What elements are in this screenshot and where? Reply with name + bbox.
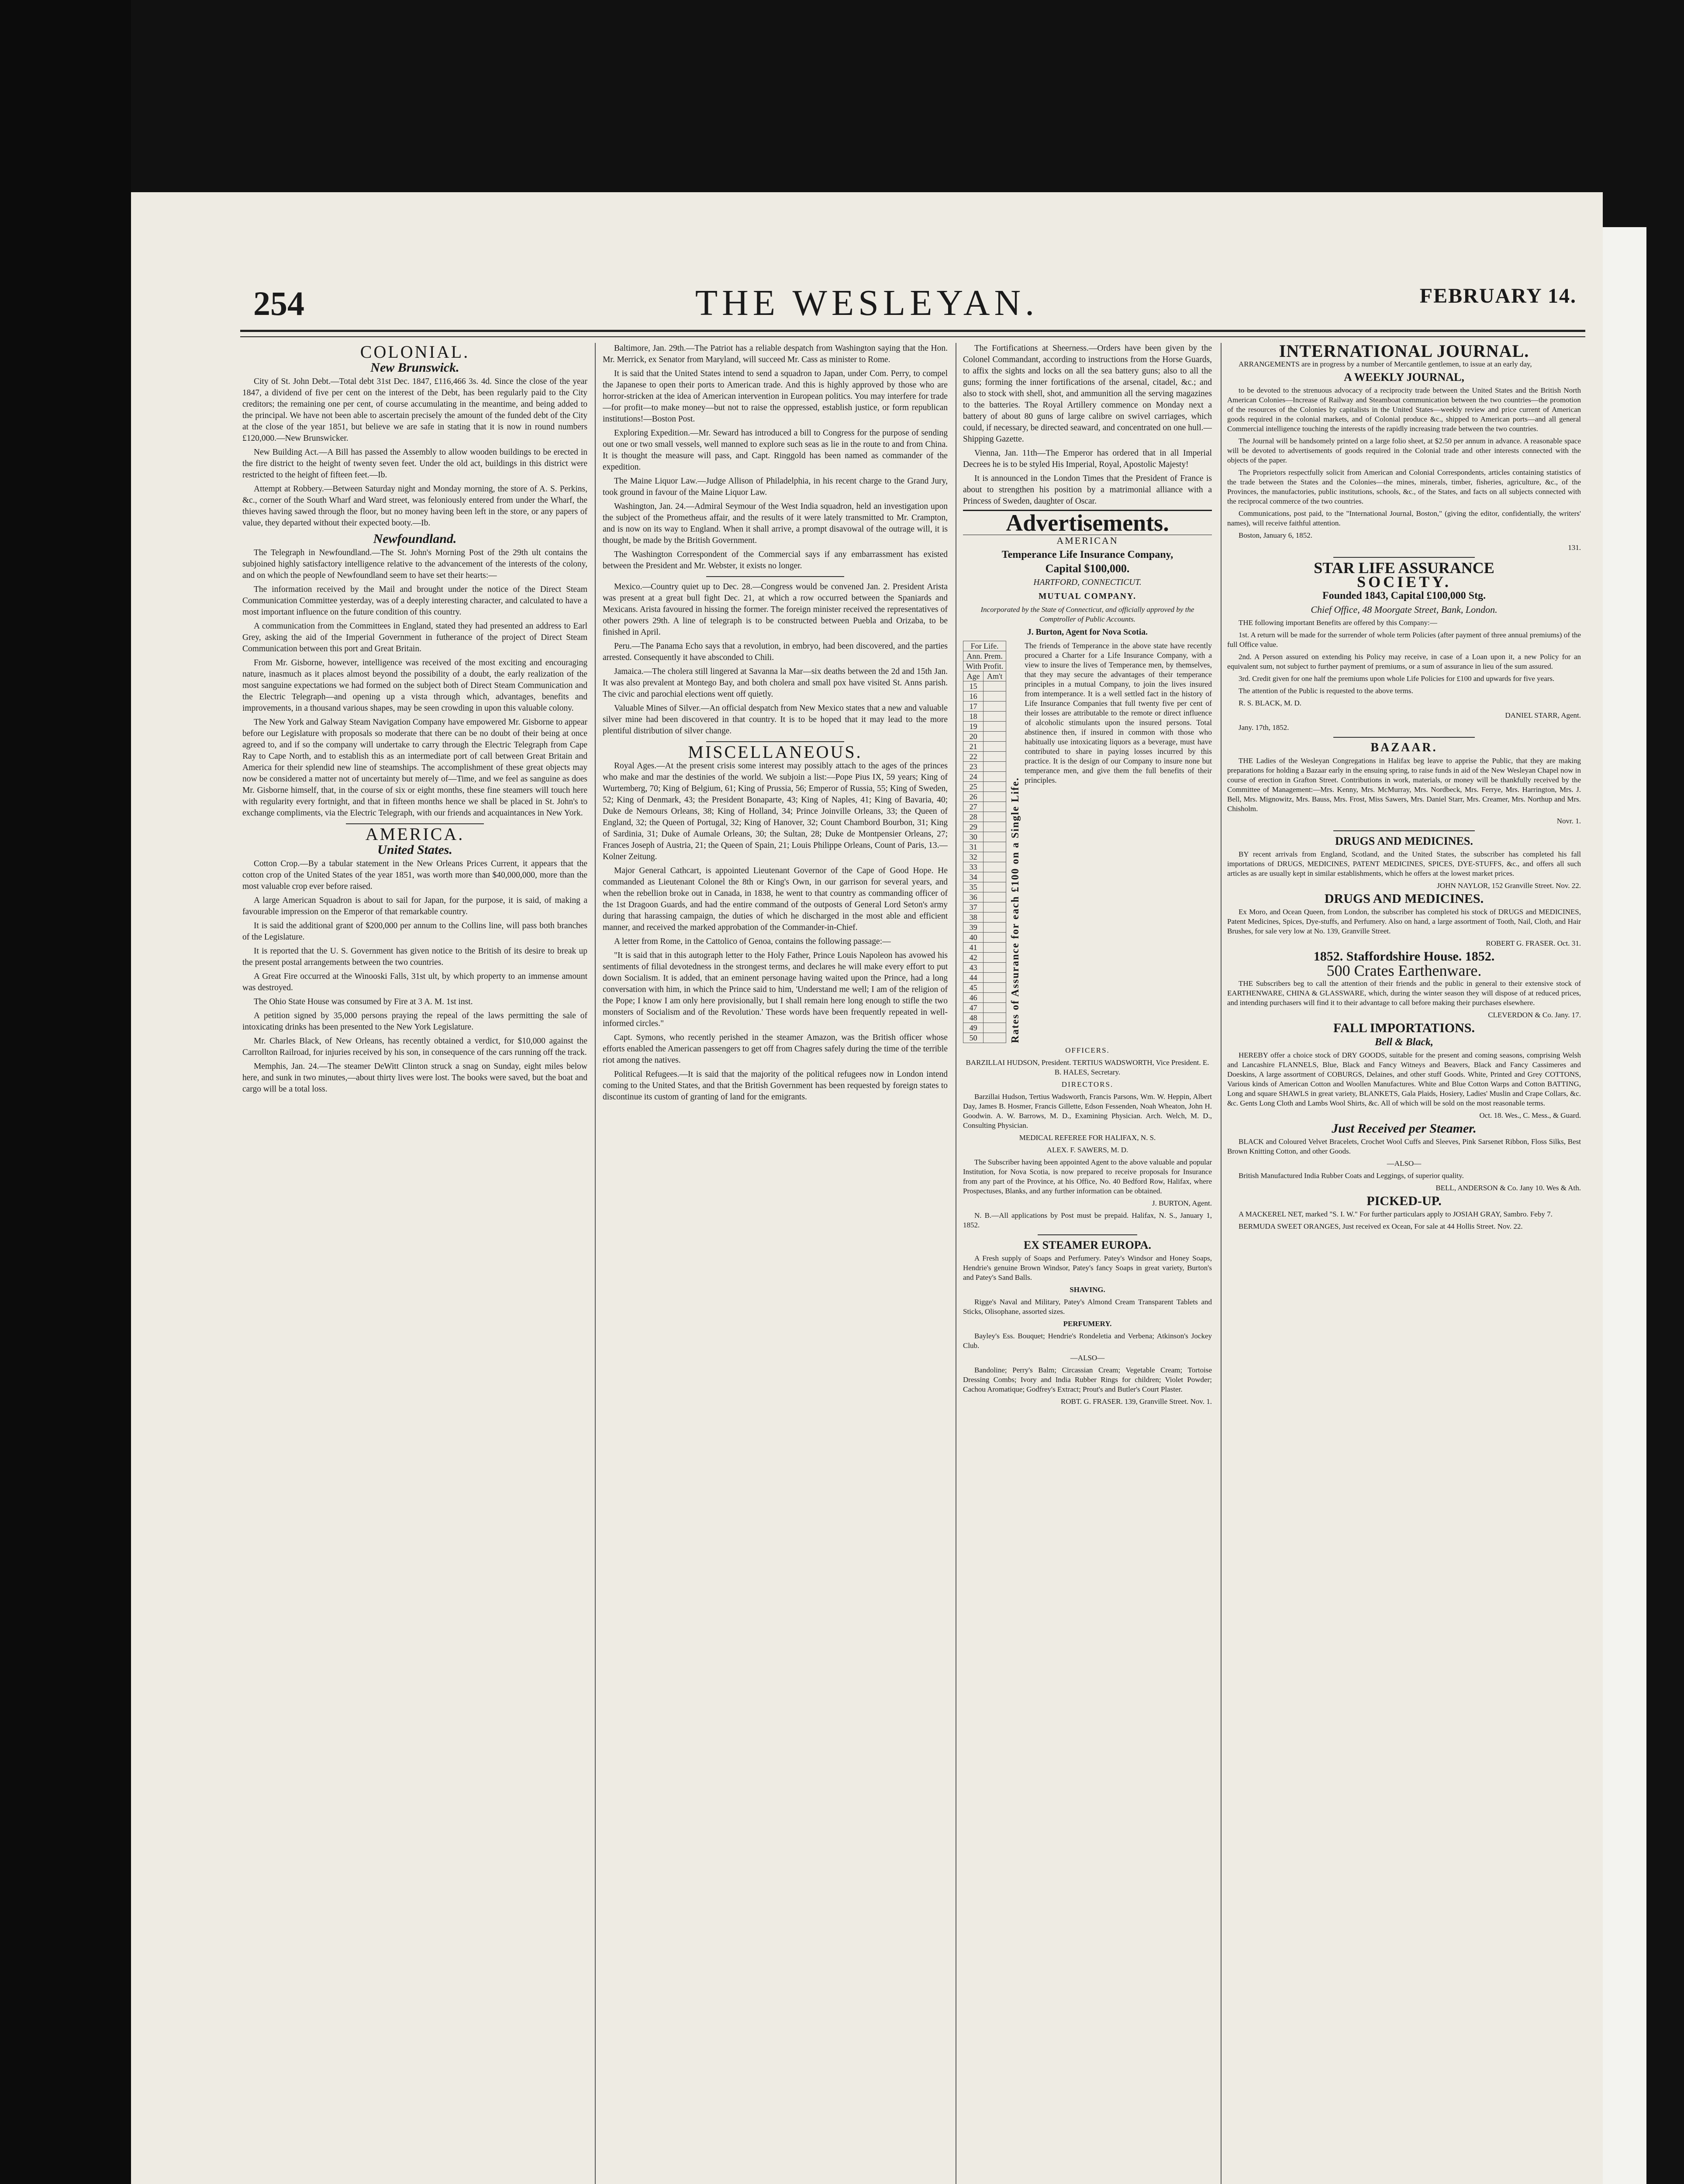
rates-age-cell: 28 [963,812,983,822]
perfumery-heading: PERFUMERY. [1063,1320,1112,1328]
directors-list: Barzillai Hudson, Tertius Wadsworth, Francis Parsons, Wm. W. Heppin, Albert Day, James B. Hosmer, Francis Gillette, Edson Fessenden, Noah Wheaton, John H. Goodwin. A. W. Barrows, M. D., Examining Physician. Arch. Welch, M. D., Consulting Physician. [963,1092,1212,1130]
rates-row [963,842,1006,852]
star-text: The attention of the Public is requested to the above terms. [1239,687,1413,695]
newspaper-page [131,192,1603,2184]
rates-age-cell: 15 [963,681,983,691]
star-founded: Founded 1843, Capital £100,000 Stg. [1322,590,1486,601]
bazaar-text: THE Ladies of the Wesleyan Congregations in Halifax beg leave to apprise the Public, that they are making preparations for holding a Bazaar early in the ensuing spring, to raise funds in aid of the New Wesleyan Chapel now in course of erection in Grafton Street. Contributions in work, materials, or money will be thankfully received by the Committee of Management:—Mrs. Kenny, Mrs. McMurray, Mrs. Nordbeck, Mrs. Ferrye, Mrs. Harrington, Mrs. J. Bell, Mrs. Mignowitz, Mrs. Bauss, Mrs. Frost, Miss Sawers, Mrs. Daniel Starr, Mrs. Creamer, Mrs. Northup and Mrs. Chisholm. [1227,757,1581,813]
medical-referee-heading: MEDICAL REFEREE FOR HALIFAX, N. S. [1019,1133,1156,1142]
rates-age-cell: 37 [963,902,983,912]
rates-age-cell: 18 [963,712,983,722]
column-2 [603,343,948,2184]
insurance-agent: J. Burton, Agent for Nova Scotia. [1027,628,1148,637]
rates-age-cell: 29 [963,822,983,832]
rates-header: With Profit. [963,661,1006,671]
article-paragraph: Major General Cathcart, is appointed Lieutenant Governor of the Cape of Good Hope. He commanded as Lieutenant Colonel the 8th or King's Own, in our garrison for several years, and when the rebellion broke out in Canada, in 1838, he went to that country as commanding officer of the 1st Dragoon Guards, and had the entire command of the outposts of General Lord Seton's army during that harassing campaign, the duties of which he discharged in the most able and efficient manner, and received the marked approbation of the Commander-in-Chief. [603,866,948,932]
rates-age-cell: 17 [963,702,983,712]
section-heading-miscellaneous: MISCELLANEOUS. [688,742,863,762]
insurance-type: MUTUAL COMPANY. [1039,592,1136,601]
rates-row [963,852,1006,862]
rates-row [963,1033,1006,1043]
section-heading-colonial: COLONIAL. [360,343,470,362]
rates-row [963,832,1006,842]
rates-row [963,752,1006,762]
article-paragraph: Memphis, Jan. 24.—The steamer DeWitt Clinton struck a snag on Sunday, eight miles below here, and sunk in two minutes,—about thirty lives were lost. The books were saved, but the boat and cargo will be a total loss. [242,1062,587,1094]
rates-amount-cell [983,712,1006,722]
scan-margin-left [0,0,131,2184]
advertisements-heading: Advertisements. [1006,510,1169,536]
just-received-heading: Just Received per Steamer. [1332,1121,1477,1136]
insurance-incorporation: Incorporated by the State of Connecticut, and officially approved by the Comptroller of Public Accounts. [980,605,1194,623]
rates-row [963,1003,1006,1013]
rates-age-cell: 20 [963,732,983,742]
rates-age-cell: 50 [963,1033,983,1043]
rates-age-cell: 46 [963,993,983,1003]
section-heading-america: AMERICA. [365,824,465,844]
fall-importations-heading: FALL IMPORTATIONS. [1333,1021,1475,1035]
article-paragraph: Mr. Charles Black, of New Orleans, has recently obtained a verdict, for $10,000 against the Carrollton Railroad, for injuries received by his son, in consequence of the cars running off the track. [242,1037,587,1057]
rates-amount-cell [983,1023,1006,1033]
rates-age-cell: 35 [963,882,983,892]
drugs-heading: DRUGS AND MEDICINES. [1335,835,1473,847]
article-paragraph: Valuable Mines of Silver.—An official despatch from New Mexico states that a new and valuable silver mine had been discovered in that country. It is to be hoped that it may lead to the more plentiful distribution of silver change. [603,704,948,736]
header-rule [240,330,1585,337]
rates-age-cell: 36 [963,892,983,902]
insurance-line: AMERICAN [1056,535,1118,546]
rates-age-cell: 32 [963,852,983,862]
crates-text: THE Subscribers beg to call the attention of their friends and the public in general to their extensive stock of EARTHENWARE, CHINA & GLASSWARE, which, during the winter season they will dispose of at reduced prices, and intending purchasers will find it to their advantage to call before making their purchases elsewhere. [1227,979,1581,1007]
agent-note: N. B.—All applications by Post must be prepaid. Halifax, N. S., January 1, 1852. [963,1211,1212,1229]
rates-age-cell: 39 [963,923,983,933]
article-paragraph: Baltimore, Jan. 29th.—The Patriot has a reliable despatch from Washington saying that the Hon. Mr. Merrick, ex Senator from Maryland, will succeed Mr. Cass as minister to Rome. [603,344,948,364]
rates-amount-cell [983,832,1006,842]
rates-age-cell: 43 [963,963,983,973]
article-paragraph: Capt. Symons, who recently perished in the steamer Amazon, was the British officer whose efforts enabled the American passengers to get off from Chagres safely during the time of the terrible riot among the natives. [603,1033,948,1065]
rates-amount-cell [983,732,1006,742]
ex-steamer-text: A Fresh supply of Soaps and Perfumery. Patey's Windsor and Honey Soaps, Hendrie's genuine Brown Windsor, Patey's fancy Soaps in great variety, Burton's and Patey's Sand Balls. [963,1254,1212,1282]
rates-header: For Life. [963,641,1006,651]
perfumery-text: Bayley's Ess. Bouquet; Hendrie's Rondeletia and Verbena; Atkinson's Jockey Club. [963,1332,1212,1350]
rates-amount-cell [983,802,1006,812]
article-paragraph: Royal Ages.—At the present crisis some interest may possibly attach to the ages of the princes who make and mar the destinies of the world. We subjoin a list:—Pope Pius IX, 59 years; King of Wurtemberg, 70; King of Belgium, 61; King of Prussia, 56; Emperor of Russia, 55; King of Sweden, 52; King of Denmark, 43; the President Bonaparte, 43; King of Naples, 41; King of Bavaria, 40; Duke de Nemours Orleans, 38; King of Holland, 34; Prince Joinville Orleans, 33; the Queen of England, 32; the Queen of Portugal, 32; King of Hanover, 32; Count Chambord Bourbon, 31; King of Sardinia, 31; Duke of Aumale Orleans, 30; the Sultan, 28; Duke de Montpensier Orleans, 27; Frances Joseph of Austria, 21; the Queen of Spain, 21; Louis Philippe Orleans, Count of Paris, 13.—Kolner Zeitung. [603,761,948,861]
rates-block [963,641,1212,1043]
rates-row [963,953,1006,963]
masthead-title: THE WESLEYAN. [695,283,1039,323]
article-paragraph: Mexico.—Country quiet up to Dec. 28.—Congress would be convened Jan. 2. President Arista was present at a great bull fight Dec. 21, at which a row occurred between the Spaniards and Mexicans. Arista favoured in hissing the former. The foreign minister received the representatives of other powers 29th. A line of telegraph is to be constructed between Puebla and Orizaba, to be finished in April. [603,582,948,637]
rates-amount-cell [983,943,1006,953]
rates-row [963,862,1006,872]
rates-header: Age [963,671,983,681]
rates-age-cell: 22 [963,752,983,762]
article-paragraph: A communication from the Committees in England, stated they had presented an address to Earl Grey, asking the aid of the Imperial Government in futherance of the project of Direct Steam Communication between this port and Great Britain. [242,622,587,653]
star-text: 3rd. Credit given for one half the premiums upon whole Life Policies for £100 and upwards for five years. [1239,674,1555,683]
rates-row [963,872,1006,882]
column-4 [1227,343,1581,2184]
insurance-description: The friends of Temperance in the above state have recently procured a Charter for a Life Insurance Company, with a view to insure the lives of Temperance men, by themselves, that they may secure the advantages of their temperance principles in a mutual Company, to join the lives insured from intemperance. It is a well settled fact in the history of Life Insurance Companies that full twenty five per cent of their losses are attributable to the remote or direct influence of alcoholic stimulants upon the insured persons. Total abstinence then, if insured in common with those who habitually use intoxicating liquors as a beverage, must have contributed to share in paying losses incurred by this practice. It is the design of our Company to insure none but temperance men, and give them the full benefits of their principles. [1025,641,1212,784]
article-paragraph: The Telegraph in Newfoundland.—The St. John's Morning Post of the 29th ult contains the subjoined highly satisfactory intelligence relative to the advancement of the interests of the colony, and on which the people of Newfoundland seem to have set their hearts:— [242,548,587,580]
officers-list: BARZILLAI HUDSON, President. TERTIUS WADSWORTH, Vice President. E. B. HALES, Secretary. [966,1058,1209,1076]
insurance-location: HARTFORD, CONNECTICUT. [1033,578,1142,587]
article-paragraph: Peru.—The Panama Echo says that a revolution, in embryo, had been discovered, and the parties arrested. Consequently it have absconded to Chili. [603,642,948,662]
crates-heading: 500 Crates Earthenware. [1326,962,1482,979]
article-paragraph: The Maine Liquor Law.—Judge Allison of Philadelphia, in his recent charge to the Grand Jury, took ground in favour of the Maine Liquor Law. [603,477,948,497]
rates-amount-cell [983,742,1006,752]
rates-row [963,802,1006,812]
article-paragraph: The Ohio State House was consumed by Fire at 3 A. M. 1st inst. [254,997,473,1006]
rates-row [963,963,1006,973]
rates-amount-cell [983,862,1006,872]
rates-row [963,892,1006,902]
rates-amount-cell [983,822,1006,832]
article-paragraph: From Mr. Gisborne, however, intelligence was received of the most exciting and encouraging nature, inasmuch as it places almost beyond the possibility of a doubt, the early realization of the most sanguine expectations we had formed on the subject both of Direct Steam Communication and the Electric Telegraph—and opening up a vista through which, advantages, benefits and improvements, in a thousand various shapes, may be seen crowding in upon this valuable colony. [242,658,587,713]
star-chief-office: Chief Office, 48 Moorgate Street, Bank, London. [1311,604,1498,615]
rates-row [963,732,1006,742]
rates-amount-cell [983,993,1006,1003]
issue-date: FEBRUARY 14. [1419,284,1577,308]
article-paragraph: City of St. John Debt.—Total debt 31st Dec. 1847, £116,466 3s. 4d. Since the close of the year 1847, a dividend of five per cent on the interest of the Debt, has been regularly paid to the City creditors; the remaining one per cent, of course accumulating in the meantime, and being added to the principal. We have not been able to ascertain precisely the amount of the funded debt of the City at the close of the year 1851, but believe we are safe in stating that it is now in round numbers £120,000.—New Brunswicker. [242,377,587,443]
intl-journal-text: The Journal will be handsomely printed on a large folio sheet, at $2.50 per annum in advance. A reasonable space will be devoted to advertisements of goods required in the Colonial trade and other interests connected with the objects of the paper. [1227,437,1581,464]
rates-row [963,792,1006,802]
article-paragraph: New Building Act.—A Bill has passed the Assembly to allow wooden buildings to be erected in the fire district to the height of twenty seven feet. Under the old act, buildings in this district were restricted to the height of fifteen feet.—Ib. [242,448,587,480]
rates-amount-cell [983,762,1006,772]
star-agent: R. S. BLACK, M. D. [1239,699,1302,707]
rates-amount-cell [983,722,1006,732]
bermuda-oranges-text: BERMUDA SWEET ORANGES, Just received ex Ocean, For sale at 44 Hollis Street. Nov. 22. [1239,1222,1523,1230]
article-paragraph: Jamaica.—The cholera still lingered at Savanna la Mar—six deaths between the 2d and 15th Jan. It was also prevalent at Montego Bay, and both cholera and small pox have visited St. Anns parish. The civic and parochial elections went off quietly. [603,667,948,699]
rates-amount-cell [983,1033,1006,1043]
rates-age-cell: 27 [963,802,983,812]
staffordshire-heading: 1852. Staffordshire House. 1852. [1313,949,1495,964]
insurance-company-name: Temperance Life Insurance Company, [1001,549,1173,560]
column-rule [595,343,596,2184]
weekly-journal-heading: A WEEKLY JOURNAL, [1344,371,1464,384]
rates-age-cell: 16 [963,691,983,702]
fall-text: HEREBY offer a choice stock of DRY GOODS, suitable for the present and coming seasons, comprising Welsh and Lancashire FLANNELS, Blue, Black and Fancy Witneys and Beavers, Black and Fancy Cassimeres and Doeskins, A large assortment of COBURGS, Delaines, and other stuff Goods. White, Printed and Grey COTTONS, Various kinds of American Cotton and Woollen Manufactures. White and Blue Cotton Warps and Cotton BATTING, Long and square SHAWLS in great variety, BLANKETS, Gala Plaids, Hosiery, Ladies' Muslin and Crape Collars, &c. &c. Gents Long Cloth and Lambs Wool Shirts, &c. All of which will be sold on the most reasonable terms. [1227,1051,1581,1107]
rates-age-cell: 21 [963,742,983,752]
rates-amount-cell [983,882,1006,892]
divider [1038,1234,1137,1235]
article-paragraph: The information received by the Mail and brought under the notice of the Direct Steam Communication Committee yesterday, was of a deeply interesting character, and calculated to have a most important influence on the future condition of this country. [242,585,587,617]
rates-row [963,882,1006,892]
column-1 [242,343,587,2184]
drugs-signature: JOHN NAYLOR, 152 Granville Street. Nov. 22. [1437,881,1581,890]
column-3 [963,343,1212,2184]
also-text: Bandoline; Perry's Balm; Circassian Cream; Vegetable Cream; Tortoise Dressing Combs; Ivory and India Rubber Rings for children; Violet Powder; Cachou Aromatique; Godfrey's Extract; Prout's and Butler's Court Plaster. [963,1366,1212,1393]
agent-signature: J. BURTON, Agent. [1152,1199,1212,1207]
rates-row [963,722,1006,732]
rates-row [963,1013,1006,1023]
bazaar-date: Novr. 1. [1556,817,1581,825]
just-received-text: BLACK and Coloured Velvet Bracelets, Crochet Wool Cuffs and Sleeves, Pink Sarsenet Ribbon, Floss Silks, Best Brown Knitting Cotton, and other Goods. [1227,1137,1581,1155]
rates-amount-cell [983,902,1006,912]
rates-age-cell: 23 [963,762,983,772]
subheading-newfoundland: Newfoundland. [373,532,457,546]
rates-amount-cell [983,953,1006,963]
rates-row [963,691,1006,702]
article-paragraph: Cotton Crop.—By a tabular statement in the New Orleans Prices Current, it appears that the cotton crop of the United States of the year 1851, was worth more than $40,000,000, more than the most valuable crop ever before raised. [242,859,587,891]
article-paragraph: Political Refugees.—It is said that the majority of the political refugees now in London intend coming to the United States, and that the British Government has been requested by foreign states to discontinue its custom of granting of land for the emigrants. [603,1070,948,1102]
directors-heading: DIRECTORS. [1061,1080,1114,1089]
subheading-new-brunswick: New Brunswick. [370,360,459,375]
intl-journal-text: Communications, post paid, to the "International Journal, Boston," (giving the editor, confidentially, the writers' names), will receive faithful attention. [1227,509,1581,527]
rates-amount-cell [983,772,1006,782]
drugs-heading-2: DRUGS AND MEDICINES. [1324,892,1484,906]
rates-row [963,912,1006,923]
article-paragraph: A Great Fire occurred at the Winooski Falls, 31st ult, by which property to an immense amount was destroyed. [242,972,587,992]
subheading-united-states: United States. [377,843,452,857]
star-date: Jany. 17th, 1852. [1239,723,1289,732]
picked-up-heading: PICKED-UP. [1367,1194,1442,1208]
intl-journal-text: The Proprietors respectfully solicit from American and Colonial Correspondents, articles containing statistics of the trade between the States and the Colonies—the mines, minerals, timber, fisheries, agriculture, &c., of the Provinces, the manufactories, public institutions, schools, &c., of the States, and facts on all subjects connected with the reciprocal commerce of the two countries. [1227,468,1581,505]
article-paragraph: The Washington Correspondent of the Commercial says if any embarrassment has existed between the President and Mr. Webster, it exists no longer. [603,550,948,570]
article-paragraph: A large American Squadron is about to sail for Japan, for the purpose, it is said, of making a favourable impression on the Emperor of that remarkable country. [242,896,587,916]
intl-journal-intro: ARRANGEMENTS are in progress by a number of Mercantile gentlemen, to issue at an early day, [1239,360,1532,368]
rates-row [963,993,1006,1003]
rates-age-cell: 33 [963,862,983,872]
article-paragraph: A letter from Rome, in the Cattolico of Genoa, contains the following passage:— [614,937,891,946]
rates-row [963,902,1006,912]
shaving-text: Rigge's Naval and Military, Patey's Almond Cream Transparent Tablets and Sticks, Olisophane, assorted sizes. [963,1298,1212,1316]
rates-age-cell: 19 [963,722,983,732]
rates-row [963,772,1006,782]
column-rule [1221,343,1222,2184]
rates-amount-cell [983,752,1006,762]
star-life-heading: STAR LIFE ASSURANCE [1314,559,1494,577]
rates-amount-cell [983,842,1006,852]
rates-row [963,943,1006,953]
drugs-signature-2: ROBERT G. FRASER. Oct. 31. [1486,939,1581,947]
rates-row [963,782,1006,792]
picked-up-text: A MACKEREL NET, marked "S. I. W." For further particulars apply to JOSIAH GRAY, Sambro. Feby 7. [1239,1210,1553,1218]
rates-age-cell: 30 [963,832,983,842]
article-paragraph: "It is said that in this autograph letter to the Holy Father, Prince Louis Napoleon has avowed his sentiments of filial devotedness in the strongest terms, and declares he will make every effort to put down Socialism. It is added, that an eminent personage having waited upon the Prince, had a long conversation with him, in which the Prince said to him, 'Understand me well; I am of the religion of the Pope; I know I am only here provisionally, but I shall remain here long enough to stifle the two monsters of Socialism and of the Revolution.' These words have been frequently repeated in well-informed circles." [603,951,948,1028]
rates-age-cell: 24 [963,772,983,782]
divider [1333,737,1475,738]
divider [706,576,844,577]
article-paragraph: The Fortifications at Sheerness.—Orders have been given by the Colonel Commandant, according to instructions from the Horse Guards, to affix the sights and locks on all the sea battery guns; also to all the guns; forming the inner fortifications of the arsenal, citadel, &c.; and also to stock with shell, shot, and ammunition all the serving magazines to the batteries. The Royal Artillery commence on Monday next a battery of about 80 guns of large calibre on swivel carriages, which could, if necessary, be directed seaward, and concentrated on one hull.—Shipping Gazette. [963,344,1212,444]
advertisements-banner [963,510,1212,535]
rates-amount-cell [983,983,1006,993]
intl-journal-text: to be devoted to the strenuous advocacy of a reciprocity trade between the United States and the British North American Colonies—Increase of Railway and Steamboat communication between the two countries—the promotion of the resources of the Colonies by capitalists in the United States—weekly review and price current of American goods required in the colonial markets, and of Colonial produce &c., shipped to American ports—and all general Commercial intelligence touching the interests of the rapidly increasing trade between the two countries. [1227,386,1581,433]
divider [1333,557,1475,558]
star-society-heading: SOCIETY. [1357,573,1451,591]
drugs-text: BY recent arrivals from England, Scotland, and the United States, the subscriber has completed his fall importations of DRUGS, MEDICINES, PATENT MEDICINES, SPICES, DYE-STUFFS, &c., and offers all such articles as are usually kept in similar establishments, which he offers at the lowest market prices. [1227,850,1581,878]
rates-amount-cell [983,963,1006,973]
rates-amount-cell [983,933,1006,943]
drugs-text-2: Ex Moro, and Ocean Queen, from London, the subscriber has completed his stock of DRUGS and MEDICINES, Patent Medicines, Spices, Dye-stuffs, and Perfumery. Also on hand, a large assortment of Tooth, Nail, Cloth, and Hair Brushes, for sale very low at No. 139, Granville Street. [1227,908,1581,935]
rates-row [963,933,1006,943]
rates-amount-cell [983,912,1006,923]
rates-row [963,681,1006,691]
star-agent-2: DANIEL STARR, Agent. [1505,711,1581,719]
article-paragraph: Washington, Jan. 24.—Admiral Seymour of the West India squadron, held an investigation upon the subject of the Prometheus affair, and the results of it were lately transmitted to Mr. Crampton, and is now on its way to England. When it shall arrive, a prompt disavowal of the outrage will, it is thought, be made by the British Government. [603,502,948,545]
intl-journal-number: 131. [1568,543,1581,552]
rates-amount-cell [983,782,1006,792]
article-paragraph: Attempt at Robbery.—Between Saturday night and Monday morning, the store of A. S. Perkins, &c., corner of the South Wharf and Ward street, was feloniously entered from under the Wharf, the thieves having sawed through the floor, but no money having been left in the store, or any papers of value, they departed without their expected booty.—Ib. [242,484,587,528]
rates-age-cell: 45 [963,983,983,993]
rates-amount-cell [983,691,1006,702]
ex-steamer-heading: EX STEAMER EUROPA. [1023,1239,1152,1251]
crates-signature: CLEVERDON & Co. Jany. 17. [1488,1011,1581,1019]
article-paragraph: It is said that the United States intend to send a squadron to Japan, under Com. Perry, to compel the Japanese to open their ports to American trade. And this is highly approved by those who are horror-stricken at the idea of American intervention in European politics. You may interfere for trade—for profit—to make money—but not to raise the oppressed, establish justice, or form republican institutions!—Boston Post. [603,369,948,424]
medical-referee-name: ALEX. F. SAWERS, M. D. [1046,1146,1128,1154]
officers-heading: OFFICERS. [1065,1046,1110,1054]
rates-amount-cell [983,681,1006,691]
rates-amount-cell [983,923,1006,933]
rates-row [963,973,1006,983]
rates-age-cell: 40 [963,933,983,943]
rates-row [963,712,1006,722]
just-received-text-2: British Manufactured India Rubber Coats and Leggings, of superior quality. [1239,1171,1464,1180]
rates-amount-cell [983,1013,1006,1023]
rates-row [963,812,1006,822]
page-number: 254 [253,284,304,322]
article-paragraph: It is reported that the U. S. Government has given notice to the British of its desire to break up the present postal arrangements between the two countries. [242,947,587,967]
article-paragraph: The New York and Galway Steam Navigation Company have empowered Mr. Gisborne to appear before our Legislature with proposals so moderate that there can be no doubt of their being at once agreed to, and if so the company will undertake to carry through the Electric Telegraph from Cape Ray to Cape North, and to establish this as an intermediate port of call between Great Britain and America for their splendid new line of steamships. The accomplishment of these great objects may now be considered a matter not of uncertainty but merely of—Time, and we feel as sanguine as does Mr. Gisborne himself, that, in the course of six or eight months, these fine steamers will touch here with regularity every fortnight, and that in fifteen months hence we shall be placed in St. John's to exchange compliments, via the Electric Telegraph, with our friends and acquaintances in New York. [242,718,587,818]
rates-row [963,822,1006,832]
rates-age-cell: 42 [963,953,983,963]
rates-row [963,762,1006,772]
rates-age-cell: 44 [963,973,983,983]
rates-age-cell: 38 [963,912,983,923]
rates-amount-cell [983,702,1006,712]
rates-row [963,983,1006,993]
rates-amount-cell [983,792,1006,802]
article-paragraph: Exploring Expedition.—Mr. Seward has introduced a bill to Congress for the purpose of sending out one or two small vessels, well manned to explore such seas as lie in the route to and from China. It is thought the measure will pass, and Capt. Ringgold has been named as commander of the expedition. [603,429,948,472]
rates-age-cell: 25 [963,782,983,792]
rates-rows [963,681,1006,1043]
rates-row [963,702,1006,712]
rates-age-cell: 31 [963,842,983,852]
rates-header: Ann. Prem. [963,651,1006,661]
shaving-heading: SHAVING. [1070,1286,1105,1294]
rates-age-cell: 26 [963,792,983,802]
intl-journal-heading: INTERNATIONAL JOURNAL. [1279,343,1529,361]
insurance-capital: Capital $100,000. [1045,562,1130,575]
rates-row [963,742,1006,752]
rates-amount-cell [983,1003,1006,1013]
rates-amount-cell [983,872,1006,882]
article-paragraph: It is announced in the London Times that the President of France is about to strengthen his position by a matrimonial alliance with a Princess of Sweden, daughter of Oscar. [963,474,1212,506]
rates-age-cell: 49 [963,1023,983,1033]
rates-amount-cell [983,852,1006,862]
agent-notice: The Subscriber having been appointed Agent to the above valuable and popular Institution, for Nova Scotia, is now prepared to receive proposals for Insurance from any part of the Province, at his Office, No. 40 Bedford Row, Halifax, where Prospectuses, Blanks, and any further information can be obtained. [963,1158,1212,1195]
rates-vertical-caption: Rates of Assurance for each £100 on a Single Life. [1010,777,1021,1043]
intl-journal-date: Boston, January 6, 1852. [1239,531,1313,539]
rates-age-cell: 34 [963,872,983,882]
rates-age-cell: 41 [963,943,983,953]
article-paragraph: It is said the additional grant of $200,000 per annum to the Collins line, will pass both branches of the Legislature. [242,921,587,942]
bazaar-heading: BAZAAR. [1370,741,1438,754]
rates-age-cell: 48 [963,1013,983,1023]
bell-black-heading: Bell & Black, [1375,1037,1433,1048]
divider [1333,830,1475,831]
just-also: —ALSO— [1387,1159,1422,1168]
rates-amount-cell [983,812,1006,822]
rates-amount-cell [983,892,1006,902]
rates-header: Am't [983,671,1006,681]
rates-row [963,1023,1006,1033]
also-heading: —ALSO— [1070,1354,1105,1362]
rates-age-cell: 47 [963,1003,983,1013]
article-paragraph: Vienna, Jan. 11th—The Emperor has ordered that in all Imperial Decrees he is to be styled His Imperial, Royal, Apostolic Majesty! [963,449,1212,469]
star-text: 2nd. A Person assured on extending his Policy may receive, in case of a Loan upon it, a new Policy for an equivalent sum, not subject to further payment of premiums, or a sum of assurance in lieu of the sum assured. [1227,653,1581,670]
fall-signature: Oct. 18. Wes., C. Mess., & Guard. [1479,1111,1581,1120]
rates-amount-cell [983,973,1006,983]
just-received-signature: BELL, ANDERSON & Co. Jany 10. Wes & Ath. [1436,1184,1581,1192]
article-paragraph: A petition signed by 35,000 persons praying the repeal of the laws permitting the sale of intoxicating drinks has been presented to the New York Legislature. [242,1011,587,1032]
rates-row [963,923,1006,933]
also-signature: ROBT. G. FRASER. 139, Granville Street. Nov. 1. [1060,1397,1212,1406]
star-text: 1st. A return will be made for the surrender of whole term Policies (after payment of three annual premiums) of the full Office value. [1227,631,1581,649]
rates-table [963,641,1006,1043]
star-text: THE following important Benefits are offered by this Company:— [1239,619,1437,627]
